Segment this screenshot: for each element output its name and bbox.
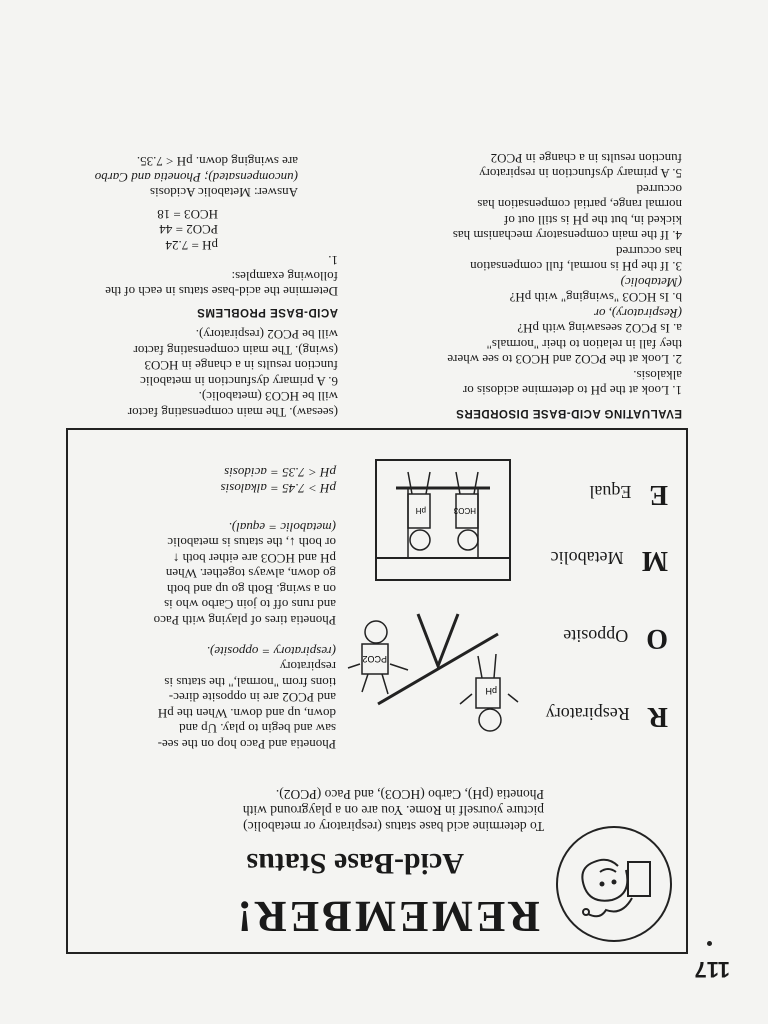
- story-line: Phonetia tires of playing with Paco: [153, 613, 336, 628]
- evaluating-line: function results in a change in PCO2: [490, 151, 682, 166]
- story-line: and runs off to join Carbo who is: [164, 597, 336, 613]
- evaluating-heading: EVALUATING ACID-BASE DISORDERS: [455, 407, 682, 419]
- swing-story: [100, 520, 336, 629]
- mnemonic-letter: E: [649, 479, 668, 510]
- right-line: 6. A primary dysfunction in metabolic: [140, 374, 338, 389]
- problem-line: 1.: [328, 253, 338, 269]
- pco2-label: PCO2: [362, 654, 387, 664]
- page-number: 117: [694, 957, 730, 982]
- story-line: down, up and down. When the pH: [157, 706, 336, 721]
- evaluating-line: 2. Look at the PCO2 and HCO3 to see where: [447, 352, 682, 368]
- mnemonic-o: [563, 622, 668, 654]
- evaluating-line: they fall in relation to their "normals": [486, 337, 682, 352]
- mnemonic-r: [546, 700, 668, 732]
- mnemonic-letter: O: [646, 623, 668, 654]
- evaluating-line: (Metabolic): [620, 275, 682, 290]
- evaluating-line: has occurred: [615, 244, 682, 259]
- ph-thresholds: [100, 465, 336, 496]
- story-line: on a swing. Both go up and both: [167, 582, 336, 597]
- problem-line: following examples:: [231, 269, 338, 284]
- mnemonic-badge: [556, 826, 672, 942]
- problem-line: are swinging down. pH < 7.35.: [136, 154, 298, 170]
- threshold-line: pH < 7.35 = acidosis: [224, 465, 336, 481]
- evaluating-line: a. Is PCO2 seesawing with pH?: [517, 321, 682, 337]
- evaluating-line: kicked in, but the pH is still out of: [503, 213, 682, 228]
- story-line: Phonetia and Paco hop on the see-: [157, 737, 336, 752]
- evaluating-line: b. Is HCO3 "swinging" with pH?: [509, 290, 682, 306]
- story-line: or both ↓, the status is metabolic: [167, 535, 336, 551]
- mnemonic-word: Opposite: [563, 626, 629, 646]
- right-line: (swing). The main compensating factor: [133, 343, 338, 358]
- intro-line: To determine acid base status (respiratory or metabolic): [243, 819, 544, 834]
- right-line: will be HCO3 (metabolic).: [198, 389, 338, 405]
- intro-line: Phonetia (pH), Carbo (HCO3), and Paco (PCO2).: [275, 787, 544, 802]
- evaluating-line: 1. Look at the pH to determine acidosis or: [462, 383, 682, 399]
- story-line: respiratory: [279, 659, 336, 675]
- story-line: pH and HCO3 are either both ↑: [172, 551, 336, 566]
- story-line: saw and begin to play. Up and: [179, 721, 336, 737]
- problem-line: HCO3 = 18: [157, 207, 218, 222]
- problem-line: PCO2 = 44: [159, 222, 218, 238]
- story-line: tions from "normal," the status is: [164, 675, 336, 690]
- story-line: (metabolic = equal).: [228, 520, 336, 535]
- evaluating-line: alkalosis.: [633, 368, 682, 383]
- intro-paragraph: [106, 786, 544, 834]
- page-title: REMEMBER!: [234, 892, 540, 941]
- seesaw-illustration: [358, 604, 518, 754]
- evaluating-line: occurred: [636, 182, 682, 197]
- problem-line: Determine the acid-base status in each of the: [105, 284, 338, 300]
- mnemonic-letter: M: [641, 545, 668, 576]
- margin-mark: [707, 941, 712, 946]
- swing-illustration: [368, 448, 518, 588]
- mnemonic-word: Metabolic: [550, 548, 624, 568]
- problem-line: (uncompensated); Phonetia and Carbo: [94, 170, 298, 185]
- mnemonic-letter: R: [647, 701, 668, 732]
- right-line: function results in a change in HCO3: [144, 358, 338, 374]
- right-column: [38, 154, 338, 420]
- seesaw-story: [100, 644, 336, 753]
- story-line: (respiratory = opposite).: [206, 644, 336, 659]
- intro-line: picture yourself in Rome. You are on a playground with: [242, 803, 544, 818]
- problems-heading: ACID-BASE PROBLEMS: [196, 306, 338, 318]
- problem-line: Answer: Metabolic Acidosis: [149, 185, 298, 201]
- jester-face-icon: [558, 828, 670, 940]
- page-subtitle: Acid-Base Status: [246, 847, 464, 880]
- story-line: and PCO2 are in opposite direc-: [168, 690, 336, 706]
- ph-label: pH: [485, 686, 497, 696]
- evaluating-line: (Respiratory), or: [593, 306, 682, 321]
- mnemonic-e: [589, 478, 668, 510]
- mnemonic-word: Equal: [589, 482, 632, 502]
- right-line: (seesaw). The main compensating factor: [127, 405, 338, 420]
- story-line: go down, always together. When: [165, 566, 336, 582]
- evaluating-section: [362, 151, 682, 421]
- problem-line: pH = 7.24: [165, 238, 218, 253]
- threshold-line: pH > 7.45 = alkalosis: [220, 481, 336, 496]
- right-line: will be PCO2 (respiratory).: [195, 327, 338, 343]
- evaluating-line: 5. A primary dysfunction in respiratory: [479, 166, 682, 182]
- evaluating-line: normal range, partial compensation has: [477, 197, 682, 213]
- mnemonic-m: [551, 544, 668, 576]
- evaluating-line: 4. If the main compensatory mechanism has: [452, 228, 682, 244]
- evaluating-line: 3. If the pH is normal, full compensation: [470, 259, 682, 275]
- hco3-label: HCO3: [453, 506, 476, 515]
- ph-label: pH: [415, 506, 426, 515]
- mnemonic-word: Respiratory: [545, 704, 630, 724]
